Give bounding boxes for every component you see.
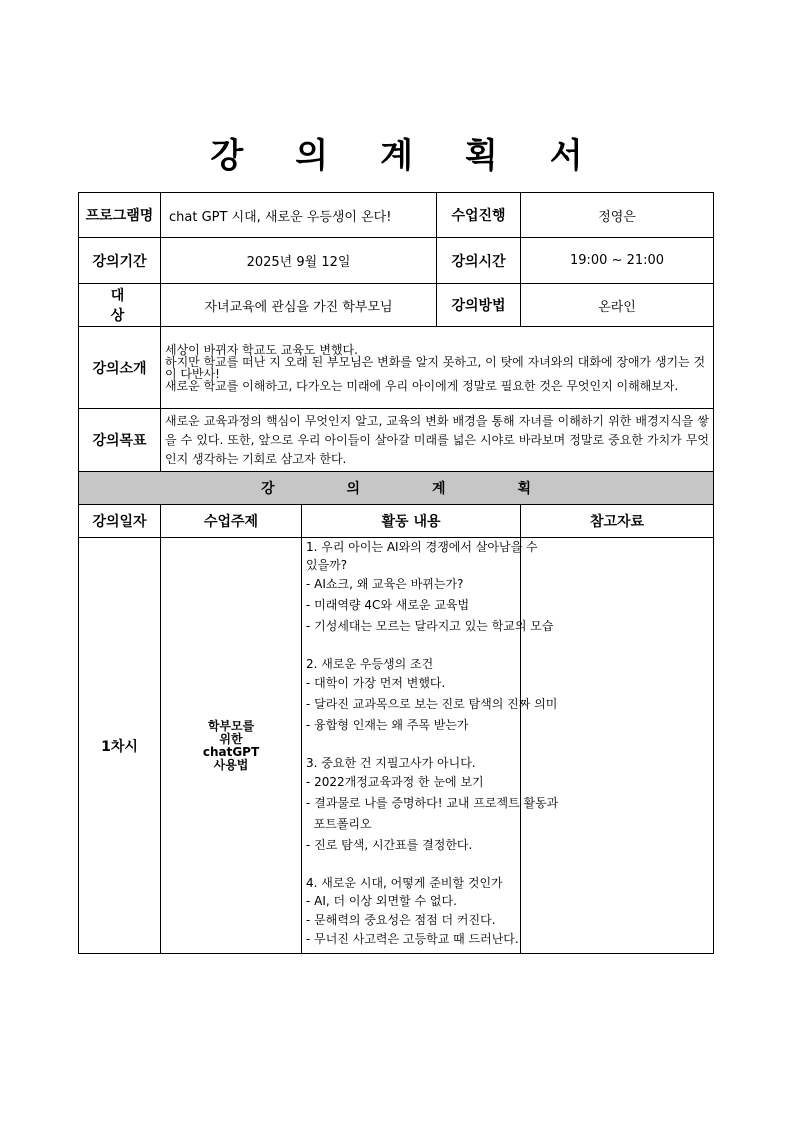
plan-header-char: 강 bbox=[260, 481, 275, 497]
topic-line: 위한 bbox=[219, 731, 243, 746]
activity-line: - 미래역량 4C와 새로운 교육법 bbox=[306, 598, 470, 612]
intro-line: 세상이 바뀌자 학교도 교육도 변했다. bbox=[165, 342, 358, 357]
reference-cell bbox=[521, 538, 714, 954]
plan-header-char: 의 bbox=[346, 481, 361, 497]
time-value: 19:00 ~ 21:00 bbox=[521, 238, 714, 284]
period-value: 2025년 9월 12일 bbox=[161, 238, 437, 284]
col-date-header: 강의일자 bbox=[79, 505, 161, 538]
activity-line: - 융합형 인재는 왜 주목 받는가 bbox=[306, 718, 469, 732]
activity-line: - 문해력의 중요성은 점점 더 커진다. bbox=[306, 913, 496, 927]
program-value: chat GPT 시대, 새로운 우등생이 온다! bbox=[161, 193, 437, 238]
intro-line: 하지만 학교를 떠난 지 오래 된 부모님은 변화를 알지 못하고, 이 탓에 자녀와의 대화에 장애가 생기는 것이 다반사! bbox=[165, 354, 706, 381]
topic-line: 학부모를 bbox=[207, 718, 255, 733]
activity-spacer bbox=[306, 856, 516, 874]
instructor-label: 수업진행 bbox=[437, 193, 521, 238]
activity-line: - AI쇼크, 왜 교육은 바뀌는가? bbox=[306, 577, 464, 591]
session-label: 1차시 bbox=[79, 538, 161, 954]
period-label: 강의기간 bbox=[79, 238, 161, 284]
activity-line: - 대학이 가장 먼저 변했다. bbox=[306, 676, 446, 690]
plan-header-char: 계 bbox=[432, 481, 446, 497]
instructor-value: 정영은 bbox=[521, 193, 714, 238]
activity-line: 있을까? bbox=[306, 558, 348, 572]
title-char: 계 bbox=[380, 136, 413, 176]
target-value: 자녀교육에 관심을 가진 학부모님 bbox=[161, 284, 437, 327]
activity-line: - 2022개정교육과정 한 눈에 보기 bbox=[306, 775, 484, 789]
title-char: 의 bbox=[295, 136, 329, 176]
title-char: 강 bbox=[210, 136, 244, 176]
intro-label: 강의소개 bbox=[79, 327, 161, 409]
method-label: 강의방법 bbox=[437, 284, 521, 327]
activity-line: 포트폴리오 bbox=[306, 817, 372, 831]
activity-line: 2. 새로운 우등생의 조건 bbox=[306, 657, 434, 671]
activity-line: - 무너진 사고력은 고등학교 때 드러난다. bbox=[306, 932, 519, 946]
plan-header-char: 획 bbox=[517, 481, 532, 497]
document-title bbox=[0, 128, 793, 177]
session-topic bbox=[161, 538, 302, 954]
activity-line: - 결과물로 나를 증명하다! 교내 프로젝트 활동과 bbox=[306, 796, 559, 810]
topic-line: chatGPT bbox=[202, 744, 260, 759]
activity-line: 1. 우리 아이는 AI와의 경쟁에서 살아남을 수 bbox=[306, 540, 538, 554]
target-label: 대 상 bbox=[79, 284, 161, 327]
activity-line: - 달라진 교과목으로 보는 진로 탐색의 진짜 의미 bbox=[306, 697, 558, 711]
topic-line: 사용법 bbox=[213, 757, 249, 772]
goal-label: 강의목표 bbox=[79, 409, 161, 472]
activity-line: - AI, 더 이상 외면할 수 없다. bbox=[306, 894, 457, 908]
goal-text: 새로운 교육과정의 핵심이 무엇인지 알고, 교육의 변화 배경을 통해 자녀를 이해하기 위한 배경지식을 쌓을 수 있다. 또한, 앞으로 우리 아이들이 살아갈 미래를 넓은 시야로 바라보며 정말로 중요한 가치가 무엇인지 생각하는 기회로 삼고자 한다. bbox=[161, 409, 714, 472]
activity-line: 4. 새로운 시대, 어떻게 준비할 것인가 bbox=[306, 876, 503, 890]
intro-line: 새로운 학교를 이해하고, 다가오는 미래에 우리 아이에게 정말로 필요한 것은 무엇인지 이해해보자. bbox=[165, 378, 679, 393]
method-value: 온라인 bbox=[521, 284, 714, 327]
activity-line: - 진로 탐색, 시간표를 결정한다. bbox=[306, 838, 473, 852]
time-label: 강의시간 bbox=[437, 238, 521, 284]
plan-header bbox=[79, 472, 714, 505]
intro-text bbox=[161, 327, 714, 409]
activity-line: - 기성세대는 모르는 달라지고 있는 학교의 모습 bbox=[306, 619, 554, 633]
title-char: 획 bbox=[464, 136, 498, 176]
lecture-plan-table bbox=[78, 192, 714, 954]
col-reference-header: 참고자료 bbox=[521, 505, 714, 538]
activity-list bbox=[302, 538, 559, 954]
activity-spacer bbox=[306, 637, 516, 655]
program-label: 프로그램명 bbox=[79, 193, 161, 238]
title-char: 서 bbox=[549, 136, 583, 176]
activity-spacer bbox=[306, 736, 516, 754]
activity-line: 3. 중요한 건 지필고사가 아니다. bbox=[306, 756, 476, 770]
col-topic-header: 수업주제 bbox=[161, 505, 302, 538]
col-activity-header: 활동 내용 bbox=[302, 505, 521, 538]
